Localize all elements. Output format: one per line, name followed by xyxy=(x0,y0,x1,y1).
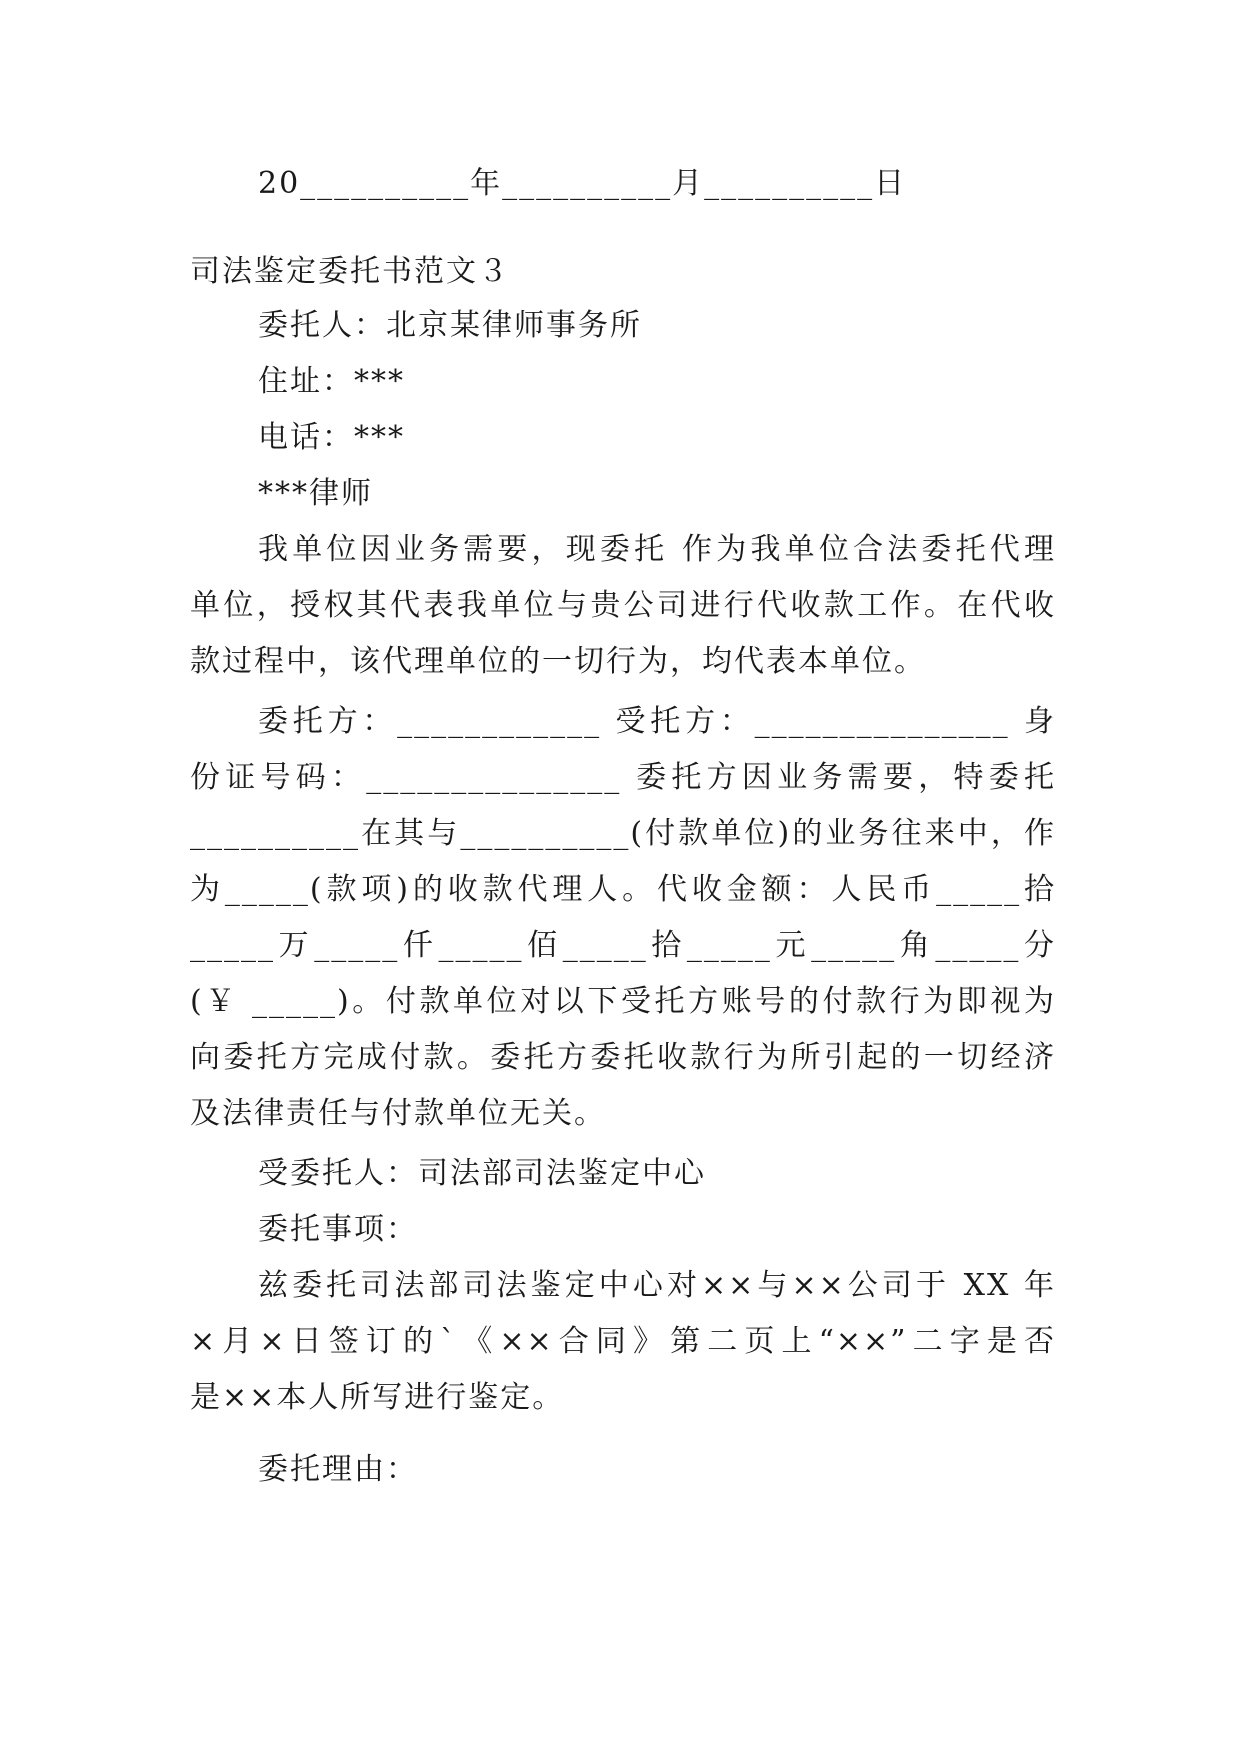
paragraph-2-line: 委托方：____________ 受托方：_______________ 身 xyxy=(258,704,1056,739)
paragraph-1-line: 单位，授权其代表我单位与贵公司进行代收款工作。在代收 xyxy=(190,588,1056,623)
date-line: 20__________年__________月__________日 xyxy=(258,166,907,201)
paragraph-2-line: 及法律责任与付款单位无关。 xyxy=(190,1096,606,1131)
client-line: 委托人：北京某律师事务所 xyxy=(258,308,642,343)
paragraph-3-line: 兹委托司法部司法鉴定中心对××与××公司于 XX 年 xyxy=(258,1268,1056,1303)
lawyer-line: ***律师 xyxy=(258,476,373,511)
reason-label: 委托理由： xyxy=(258,1452,418,1487)
paragraph-2-line: 份证号码：_______________ 委托方因业务需要，特委托 xyxy=(190,760,1056,795)
section-heading: 司法鉴定委托书范文３ xyxy=(190,254,510,289)
paragraph-2-line: _____万_____仟_____佰_____拾_____元_____角_____分 xyxy=(190,928,1056,963)
paragraph-3-line: ×月×日签订的`《××合同》第二页上“××”二字是否 xyxy=(190,1324,1056,1359)
paragraph-2-line: (￥ _____)。付款单位对以下受托方账号的付款行为即视为 xyxy=(190,984,1056,1019)
trustee-line: 受委托人：司法部司法鉴定中心 xyxy=(258,1156,706,1191)
paragraph-2-line: __________在其与__________(付款单位)的业务往来中，作 xyxy=(190,816,1056,851)
paragraph-2-line: 为_____(款项)的收款代理人。代收金额：人民币_____拾 xyxy=(190,872,1056,907)
address-line: 住址：*** xyxy=(258,364,405,399)
paragraph-1-line: 款过程中，该代理单位的一切行为，均代表本单位。 xyxy=(190,644,926,679)
matter-label: 委托事项： xyxy=(258,1212,418,1247)
phone-line: 电话：*** xyxy=(258,420,405,455)
paragraph-1-line: 我单位因业务需要，现委托 作为我单位合法委托代理 xyxy=(258,532,1056,567)
paragraph-2-line: 向委托方完成付款。委托方委托收款行为所引起的一切经济 xyxy=(190,1040,1056,1075)
paragraph-3-line: 是××本人所写进行鉴定。 xyxy=(190,1380,565,1415)
